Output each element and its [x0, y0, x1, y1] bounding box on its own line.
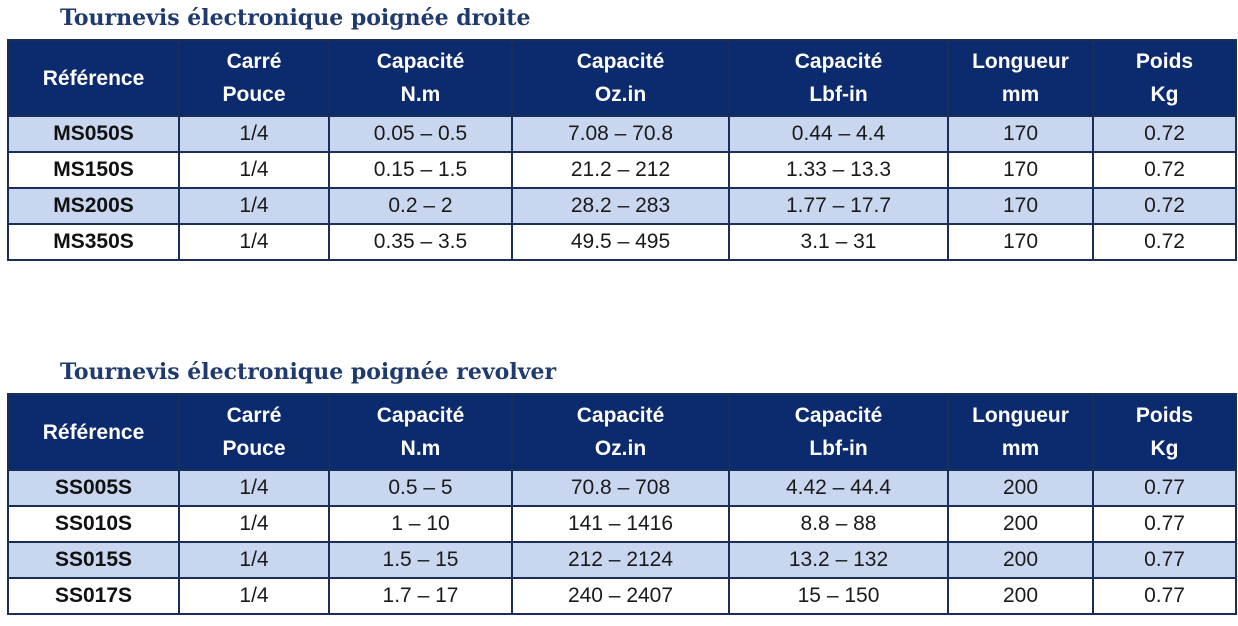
cell-weight: 0.77 [1093, 470, 1236, 506]
cell-length: 200 [948, 578, 1093, 614]
col-header-line: Lbf-in [809, 83, 868, 106]
col-header-line: N.m [400, 83, 441, 106]
table-row [8, 224, 1236, 260]
section-title-pistol-grip: Tournevis électronique poignée revolver [60, 359, 557, 385]
col-header-line: Capacité [376, 50, 465, 73]
col-header-line: Kg [1150, 437, 1179, 460]
table-row [8, 188, 1236, 224]
col-header-line: Oz.in [594, 437, 647, 460]
col-header-capacity-lbfin [729, 40, 948, 116]
col-header-line: Longueur [972, 404, 1069, 427]
table-row [8, 470, 1236, 506]
col-header-line: mm [1001, 437, 1040, 460]
col-header-reference [8, 394, 179, 470]
col-header-line: Oz.in [594, 83, 647, 106]
cell-reference: SS017S [8, 578, 179, 614]
cell-square-drive: 1/4 [179, 224, 329, 260]
col-header-line: N.m [400, 437, 441, 460]
col-header-square-drive [179, 40, 329, 116]
cell-reference: MS200S [8, 188, 179, 224]
col-header-capacity-ozin [512, 40, 729, 116]
col-header-line: Longueur [972, 50, 1069, 73]
col-header-square-drive [179, 394, 329, 470]
cell-weight: 0.72 [1093, 116, 1236, 152]
table-row [8, 116, 1236, 152]
cell-length: 170 [948, 224, 1093, 260]
cell-length: 200 [948, 506, 1093, 542]
col-header-line: Pouce [222, 83, 286, 106]
cell-length: 170 [948, 152, 1093, 188]
cell-capacity-nm: 0.5 – 5 [329, 470, 512, 506]
cell-capacity-ozin: 49.5 – 495 [512, 224, 729, 260]
col-header-line: Référence [42, 420, 145, 444]
col-header-capacity-lbfin [729, 394, 948, 470]
col-header-line: Pouce [222, 437, 286, 460]
table-row [8, 578, 1236, 614]
cell-capacity-ozin: 28.2 – 283 [512, 188, 729, 224]
col-header-line: Kg [1150, 83, 1179, 106]
cell-capacity-lbfin: 0.44 – 4.4 [729, 116, 948, 152]
cell-capacity-ozin: 70.8 – 708 [512, 470, 729, 506]
cell-capacity-lbfin: 15 – 150 [729, 578, 948, 614]
col-header-line: Lbf-in [809, 437, 868, 460]
col-header-line: Capacité [576, 50, 665, 73]
col-header-reference [8, 40, 179, 116]
cell-capacity-lbfin: 4.42 – 44.4 [729, 470, 948, 506]
col-header-length [948, 40, 1093, 116]
cell-capacity-nm: 1 – 10 [329, 506, 512, 542]
cell-capacity-lbfin: 8.8 – 88 [729, 506, 948, 542]
cell-capacity-nm: 0.35 – 3.5 [329, 224, 512, 260]
col-header-line: Carré [226, 404, 282, 427]
table-row [8, 542, 1236, 578]
cell-capacity-lbfin: 13.2 – 132 [729, 542, 948, 578]
cell-capacity-ozin: 240 – 2407 [512, 578, 729, 614]
cell-capacity-nm: 0.2 – 2 [329, 188, 512, 224]
col-header-line: Capacité [794, 50, 883, 73]
spec-table-pistol-grip [7, 393, 1237, 615]
header-row [8, 40, 1236, 116]
cell-weight: 0.77 [1093, 542, 1236, 578]
col-header-line: Capacité [376, 404, 465, 427]
cell-weight: 0.72 [1093, 224, 1236, 260]
cell-capacity-ozin: 21.2 – 212 [512, 152, 729, 188]
cell-reference: MS050S [8, 116, 179, 152]
col-header-capacity-ozin [512, 394, 729, 470]
cell-capacity-lbfin: 3.1 – 31 [729, 224, 948, 260]
table-row [8, 152, 1236, 188]
cell-square-drive: 1/4 [179, 470, 329, 506]
cell-square-drive: 1/4 [179, 542, 329, 578]
cell-weight: 0.72 [1093, 152, 1236, 188]
col-header-capacity-nm [329, 394, 512, 470]
cell-capacity-nm: 0.15 – 1.5 [329, 152, 512, 188]
cell-capacity-lbfin: 1.33 – 13.3 [729, 152, 948, 188]
cell-capacity-ozin: 212 – 2124 [512, 542, 729, 578]
cell-reference: MS150S [8, 152, 179, 188]
col-header-weight [1093, 40, 1236, 116]
cell-length: 200 [948, 542, 1093, 578]
col-header-weight [1093, 394, 1236, 470]
cell-reference: SS005S [8, 470, 179, 506]
table-row [8, 506, 1236, 542]
cell-square-drive: 1/4 [179, 116, 329, 152]
col-header-line: Référence [42, 66, 145, 90]
cell-square-drive: 1/4 [179, 506, 329, 542]
col-header-line: Capacité [794, 404, 883, 427]
cell-weight: 0.77 [1093, 578, 1236, 614]
col-header-line: Carré [226, 50, 282, 73]
cell-capacity-lbfin: 1.77 – 17.7 [729, 188, 948, 224]
cell-square-drive: 1/4 [179, 188, 329, 224]
cell-capacity-nm: 0.05 – 0.5 [329, 116, 512, 152]
cell-weight: 0.72 [1093, 188, 1236, 224]
cell-weight: 0.77 [1093, 506, 1236, 542]
col-header-line: Poids [1135, 50, 1194, 73]
cell-capacity-nm: 1.5 – 15 [329, 542, 512, 578]
cell-length: 200 [948, 470, 1093, 506]
cell-reference: SS015S [8, 542, 179, 578]
col-header-capacity-nm [329, 40, 512, 116]
cell-capacity-ozin: 141 – 1416 [512, 506, 729, 542]
cell-capacity-ozin: 7.08 – 70.8 [512, 116, 729, 152]
col-header-line: mm [1001, 83, 1040, 106]
col-header-length [948, 394, 1093, 470]
cell-reference: SS010S [8, 506, 179, 542]
cell-reference: MS350S [8, 224, 179, 260]
cell-length: 170 [948, 188, 1093, 224]
cell-square-drive: 1/4 [179, 152, 329, 188]
spec-table-straight-handle [7, 39, 1237, 261]
cell-capacity-nm: 1.7 – 17 [329, 578, 512, 614]
cell-square-drive: 1/4 [179, 578, 329, 614]
col-header-line: Poids [1135, 404, 1194, 427]
header-row [8, 394, 1236, 470]
cell-length: 170 [948, 116, 1093, 152]
col-header-line: Capacité [576, 404, 665, 427]
section-title-straight-handle: Tournevis électronique poignée droite [60, 5, 531, 31]
